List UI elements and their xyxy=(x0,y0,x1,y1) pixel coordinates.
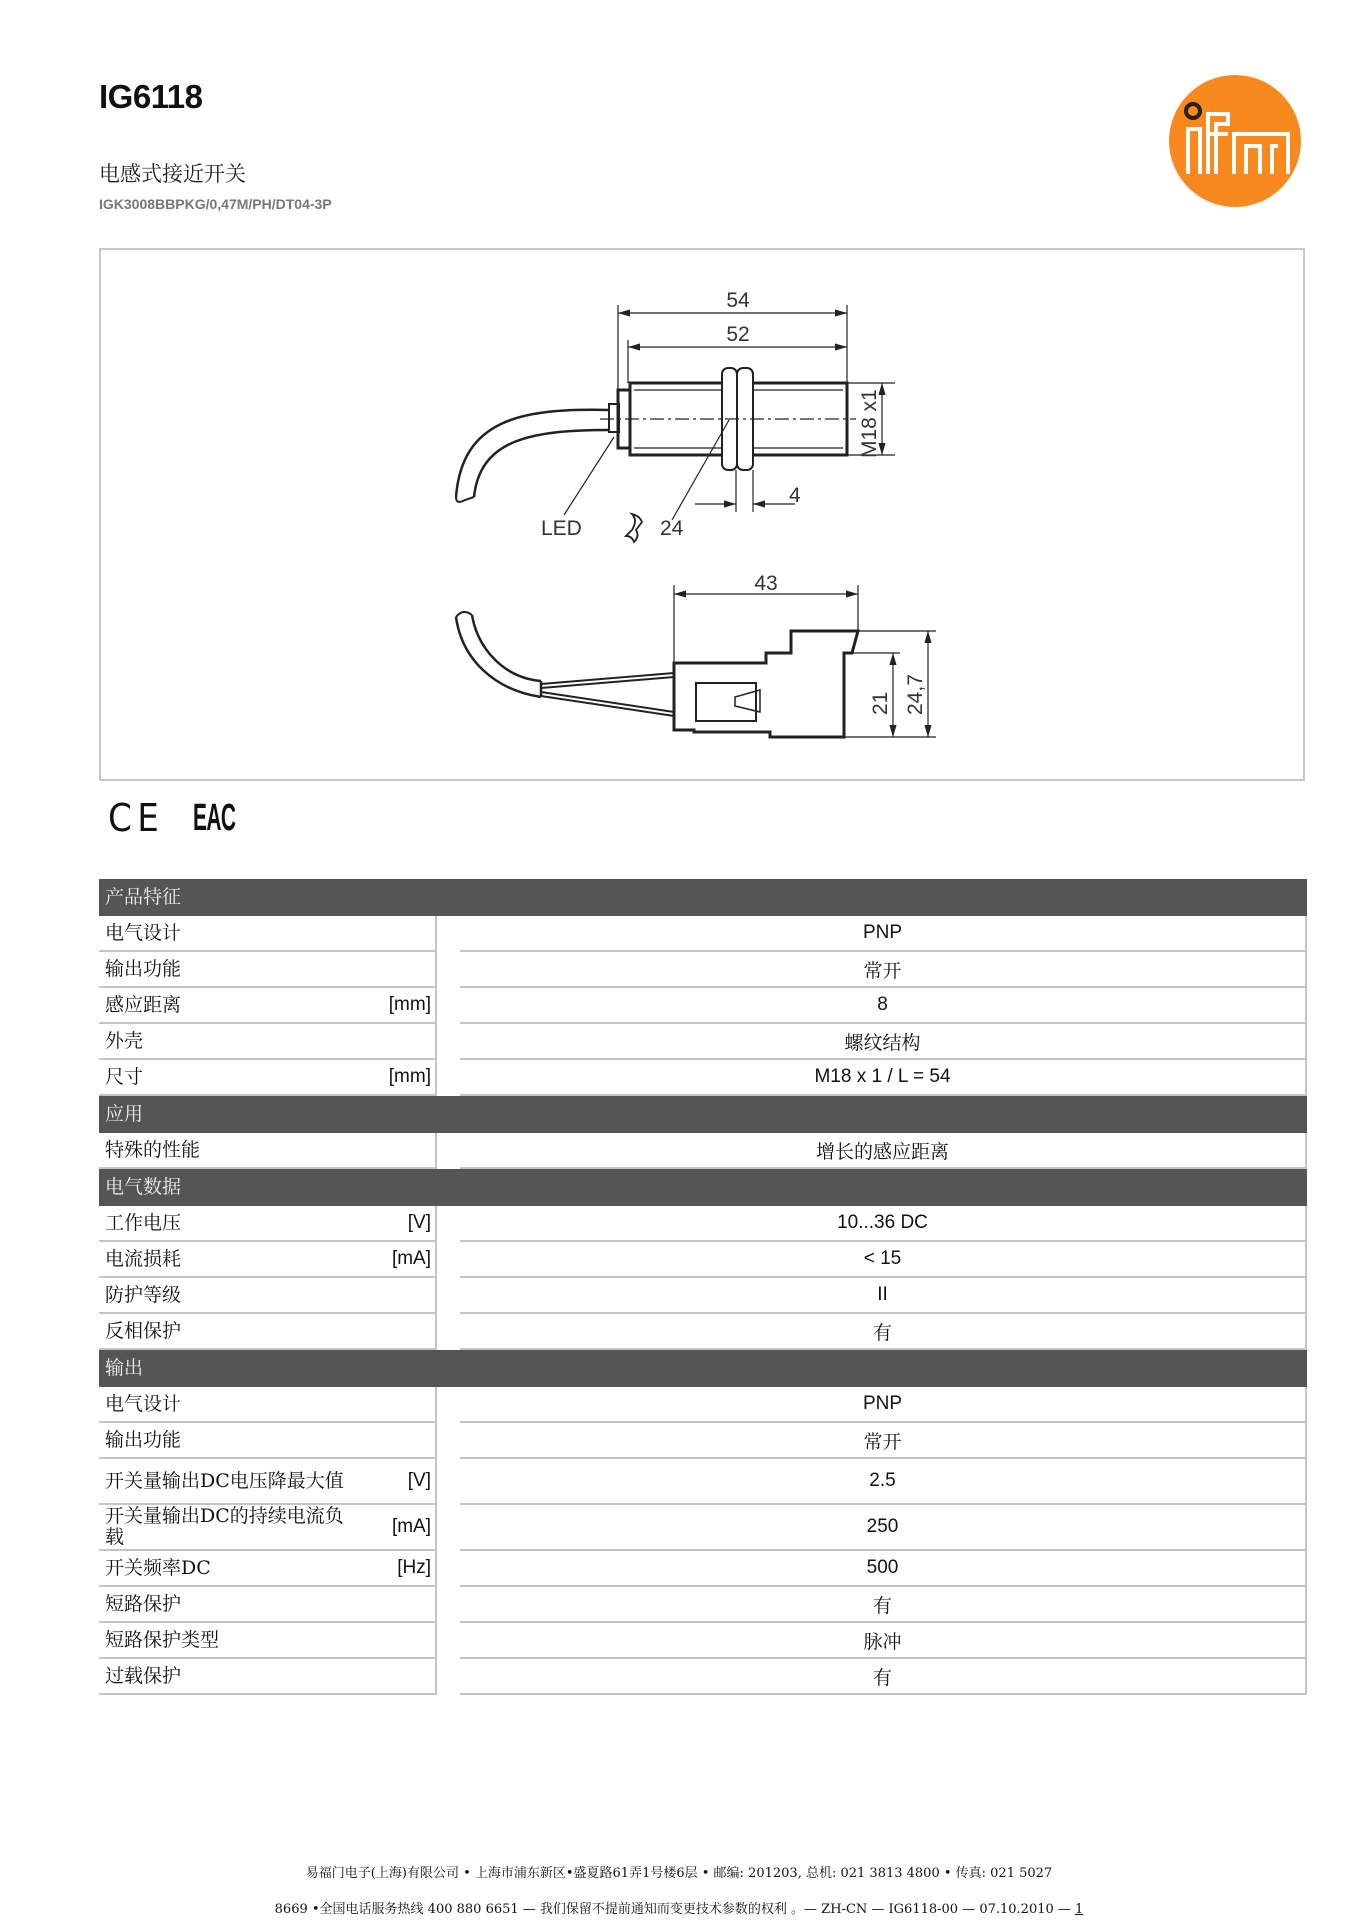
cell-gap xyxy=(437,988,460,1024)
cell-gap xyxy=(437,1387,460,1423)
table-row xyxy=(99,1505,1307,1551)
cell-gap xyxy=(437,1551,460,1587)
row-value: 增长的感应距离 xyxy=(460,1133,1307,1169)
row-label: 短路保护类型 xyxy=(105,1628,220,1651)
row-label: 开关频率DC xyxy=(105,1556,211,1579)
row-value: 常开 xyxy=(460,1423,1307,1459)
dim-24-7-label: 24,7 xyxy=(904,674,927,715)
eac-mark-icon: EAC xyxy=(192,797,236,839)
cell-gap xyxy=(437,1133,460,1169)
row-label: 电气设计 xyxy=(105,921,182,944)
row-label: 电气设计 xyxy=(105,1392,182,1415)
row-label: 尺寸 xyxy=(105,1065,144,1088)
cell-gap xyxy=(437,1314,460,1350)
cell-gap xyxy=(437,1423,460,1459)
cell-gap xyxy=(437,1459,460,1505)
row-label-cell xyxy=(99,1423,437,1459)
row-label: 过载保护 xyxy=(105,1664,182,1687)
row-value: 有 xyxy=(460,1587,1307,1623)
table-row xyxy=(99,1278,1307,1314)
row-label-cell xyxy=(99,1659,437,1695)
row-value: 脉冲 xyxy=(460,1623,1307,1659)
row-label: 防护等级 xyxy=(105,1283,182,1306)
cell-gap xyxy=(437,1659,460,1695)
row-label-cell xyxy=(99,1387,437,1423)
cell-gap xyxy=(437,1060,460,1096)
table-row xyxy=(99,988,1307,1024)
section-header: 产品特征 xyxy=(99,879,1307,916)
spec-table xyxy=(99,879,1307,1695)
row-unit: [V] xyxy=(407,1212,431,1233)
cell-gap xyxy=(437,1505,460,1551)
dim-43-label: 43 xyxy=(754,572,778,595)
row-label-cell xyxy=(99,916,437,952)
row-label-cell xyxy=(99,1278,437,1314)
row-label: 输出功能 xyxy=(105,957,182,980)
row-value: 10...36 DC xyxy=(460,1206,1307,1242)
row-label-cell xyxy=(99,1459,437,1505)
led-label: LED xyxy=(541,517,582,540)
table-row xyxy=(99,1423,1307,1459)
row-value: M18 x 1 / L = 54 xyxy=(460,1060,1307,1096)
cell-gap xyxy=(437,1024,460,1060)
row-unit: [mA] xyxy=(391,1248,431,1269)
row-label: 特殊的性能 xyxy=(105,1138,201,1161)
row-unit: [mm] xyxy=(388,1066,431,1087)
table-row xyxy=(99,1551,1307,1587)
row-label-cell xyxy=(99,1505,437,1551)
section-header: 应用 xyxy=(99,1096,1307,1133)
row-unit: [mA] xyxy=(391,1516,431,1537)
cell-gap xyxy=(437,1206,460,1242)
cell-gap xyxy=(437,916,460,952)
row-label: 外壳 xyxy=(105,1029,144,1052)
wrench-size-label: 24 xyxy=(660,517,684,540)
table-row xyxy=(99,1623,1307,1659)
dim-54-label: 54 xyxy=(726,289,750,312)
wrench-icon xyxy=(626,514,642,542)
row-value: 2.5 xyxy=(460,1459,1307,1505)
product-code: IGK3008BBPKG/0,47M/PH/DT04-3P xyxy=(99,196,332,212)
ce-mark-icon: CE xyxy=(108,796,165,840)
page-number: 1 xyxy=(1075,1902,1084,1917)
dim-4-label: 4 xyxy=(789,484,801,507)
product-title: IG6118 xyxy=(99,78,203,115)
dim-21-label: 21 xyxy=(869,691,892,715)
row-label: 电流损耗 xyxy=(105,1247,182,1270)
row-label-cell xyxy=(99,1133,437,1169)
row-unit: [Hz] xyxy=(397,1557,431,1578)
table-row xyxy=(99,916,1307,952)
table-row xyxy=(99,1024,1307,1060)
table-row xyxy=(99,1060,1307,1096)
row-label-cell xyxy=(99,1242,437,1278)
dim-52-label: 52 xyxy=(726,323,750,346)
footer-address: 易福门电子(上海)有限公司 • 上海市浦东新区•盛夏路61弄1号楼6层 • 邮编: 201203, 总机: 021 3813 4800 • 传真: 021 5027 xyxy=(305,1866,1053,1881)
row-label: 开关量输出DC的持续电流负载 xyxy=(105,1505,344,1548)
dimension-drawing xyxy=(0,0,1358,800)
row-label-cell xyxy=(99,1024,437,1060)
dim-thread-label: M18 x1 xyxy=(858,389,881,458)
row-value: < 15 xyxy=(460,1242,1307,1278)
cell-gap xyxy=(437,952,460,988)
row-label: 开关量输出DC电压降最大值 xyxy=(105,1469,344,1492)
cell-gap xyxy=(437,1587,460,1623)
row-label-cell xyxy=(99,952,437,988)
row-value: 有 xyxy=(460,1659,1307,1695)
row-value: 8 xyxy=(460,988,1307,1024)
cell-gap xyxy=(437,1242,460,1278)
section-header: 电气数据 xyxy=(99,1169,1307,1206)
table-row xyxy=(99,1387,1307,1423)
table-row xyxy=(99,1206,1307,1242)
row-label-cell xyxy=(99,1206,437,1242)
row-label-cell xyxy=(99,1551,437,1587)
row-label: 感应距离 xyxy=(105,993,182,1016)
footer-legal xyxy=(0,1898,1358,1917)
table-row xyxy=(99,1459,1307,1505)
row-value: PNP xyxy=(460,916,1307,952)
certification-marks xyxy=(108,796,270,840)
cell-gap xyxy=(437,1278,460,1314)
row-label-cell xyxy=(99,1314,437,1350)
row-label-cell xyxy=(99,1587,437,1623)
table-row xyxy=(99,1242,1307,1278)
table-row xyxy=(99,1133,1307,1169)
row-label: 反相保护 xyxy=(105,1319,182,1342)
row-value: 螺纹结构 xyxy=(460,1024,1307,1060)
row-value: 有 xyxy=(460,1314,1307,1350)
cell-gap xyxy=(437,1623,460,1659)
table-row xyxy=(99,1587,1307,1623)
table-row xyxy=(99,952,1307,988)
footer-legal-text: 8669 •全国电话服务热线 400 880 6651 — 我们保留不提前通知而变更技术参数的权利 。— ZH-CN — IG6118-00 — 07.10.2010 — xyxy=(274,1902,1071,1917)
row-label-cell xyxy=(99,1060,437,1096)
row-value: 常开 xyxy=(460,952,1307,988)
row-value: 500 xyxy=(460,1551,1307,1587)
row-unit: [mm] xyxy=(388,994,431,1015)
row-value: 250 xyxy=(460,1505,1307,1551)
row-label: 输出功能 xyxy=(105,1428,182,1451)
product-subtitle: 电感式接近开关 xyxy=(99,162,246,186)
section-header: 输出 xyxy=(99,1350,1307,1387)
row-label-cell xyxy=(99,1623,437,1659)
row-unit: [V] xyxy=(407,1470,431,1491)
table-row xyxy=(99,1314,1307,1350)
row-label-cell xyxy=(99,988,437,1024)
row-value: PNP xyxy=(460,1387,1307,1423)
row-value: II xyxy=(460,1278,1307,1314)
row-label: 工作电压 xyxy=(105,1211,182,1234)
table-row xyxy=(99,1659,1307,1695)
row-label: 短路保护 xyxy=(105,1592,182,1615)
